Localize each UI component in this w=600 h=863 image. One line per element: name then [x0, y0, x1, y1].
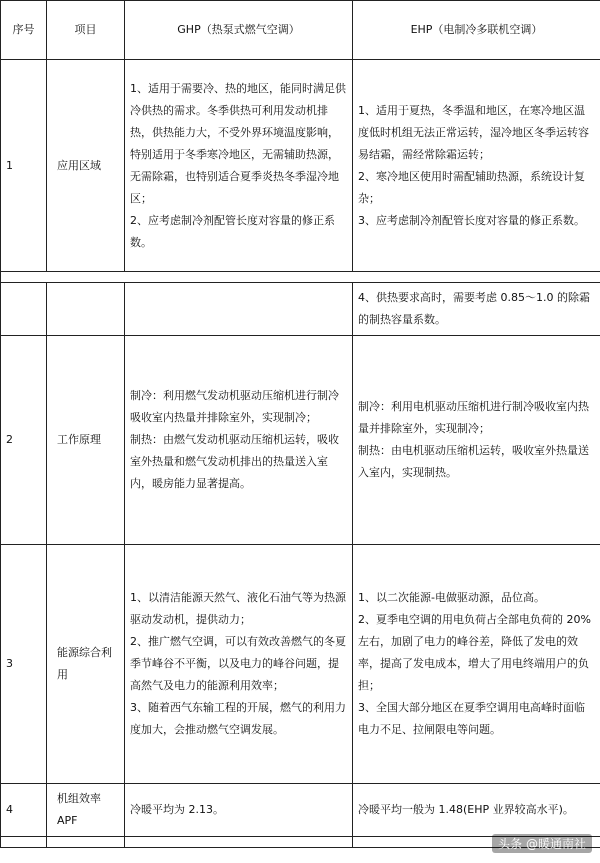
row-item: 工作原理: [47, 336, 125, 545]
ghp-cell: [125, 60, 353, 272]
watermark: [492, 834, 592, 853]
ehp-text: 2、寒冷地区使用时需配辅助热源，系统设计复杂；: [358, 169, 585, 205]
ghp-text: 3、随着西气东输工程的开展，燃气的利用力度加大，会推动燃气空调发展。: [130, 701, 346, 736]
ghp-text: 制冷：利用燃气发动机驱动压缩机进行制冷吸收室内热量并排除室外，实现制冷；: [130, 389, 339, 424]
ghp-text: 2、推广燃气空调，可以有效改善燃气的冬夏季节峰谷不平衡，以及电力的峰谷问题，提高然气及电力的能源利用效率；: [130, 635, 346, 692]
ghp-cell: [125, 336, 353, 545]
ehp-cell: [353, 283, 600, 336]
ehp-text: 1、以二次能源-电做驱动源，品位高。: [358, 591, 545, 604]
row-item: 机组效率 APF: [47, 784, 125, 837]
ehp-cell: [353, 545, 600, 784]
table-row: [1, 545, 600, 784]
header-ehp: EHP（电制冷多联机空调）: [353, 1, 600, 60]
ehp-text: 制冷：利用电机驱动压缩机进行制冷吸收室内热量并排除室外，实现制冷；: [358, 400, 589, 435]
row-number: 3: [1, 545, 47, 784]
row-number: 2: [1, 336, 47, 545]
page-gap: [1, 272, 600, 283]
header-no: 序号: [1, 1, 47, 60]
ehp-text: 1、适用于夏热，冬季温和地区，在寒冷地区温度低时机组无法正常运转，湿冷地区冬季运转容易结霜，需经常除霜运转；: [358, 103, 589, 161]
header-row: [1, 1, 600, 60]
ehp-text: 3、全国大部分地区在夏季空调用电高峰时面临电力不足、拉闸限电等问题。: [358, 701, 585, 736]
ghp-text: 1、以清洁能源天然气、液化石油气等为热源驱动发动机，提供动力；: [130, 591, 346, 626]
ehp-text: 4、供热要求高时，需要考虑 0.85～1.0 的除霜的制热容量系数。: [358, 291, 590, 326]
ghp-cell: [125, 784, 353, 837]
row-number: 4: [1, 784, 47, 837]
row-number: 1: [1, 60, 47, 272]
ehp-text: 制热：由电机驱动压缩机运转，吸收室外热量送入室内，实现制热。: [358, 444, 589, 479]
ghp-text: 冷暖平均为 2.13。: [130, 803, 224, 816]
ehp-cell: [353, 784, 600, 837]
watermark-text: 头条 @暖通南社: [498, 837, 586, 851]
row-item: 应用区域: [47, 60, 125, 272]
ghp-text: 1、适用于需要冷、热的地区，能同时满足供冷供热的需求。冬季供热可利用发动机排热，供热能力大，不受外界环境温度影响，特别适用于冬季寒冷地区，无需辅助热源，无需除霜，也特别适合夏季炎热冬季湿冷地区；: [130, 81, 346, 205]
ghp-text: 2、应考虑制冷剂配管长度对容量的修正系数。: [130, 213, 335, 249]
ehp-text: 冷暖平均一般为 1.48(EHP 业界较高水平)。: [358, 803, 574, 816]
row-item: 能源综合利用: [47, 545, 125, 784]
ehp-cell: [353, 336, 600, 545]
ehp-text: 3、应考虑制冷剂配管长度对容量的修正系数。: [358, 213, 585, 227]
table-row: [1, 283, 600, 336]
row-number: [1, 283, 47, 336]
ehp-text: 2、夏季电空调的用电负荷占全部电负荷的 20%左右，加剧了电力的峰谷差，降低了发电的效率，提高了发电成本，增大了用电终端用户的负担；: [358, 613, 591, 692]
ehp-cell: [353, 60, 600, 272]
ghp-cell: [125, 545, 353, 784]
header-item: 项目: [47, 1, 125, 60]
ghp-text: 制热：由燃气发动机驱动压缩机运转，吸收室外热量和燃气发动机排出的热量送入室内，暖房能力显著提高。: [130, 433, 339, 490]
table-row: [1, 60, 600, 272]
table-row: [1, 336, 600, 545]
header-ghp: GHP（热泵式燃气空调）: [125, 1, 353, 60]
row-item: [47, 283, 125, 336]
table-row: [1, 784, 600, 837]
ghp-cell: [125, 283, 353, 336]
